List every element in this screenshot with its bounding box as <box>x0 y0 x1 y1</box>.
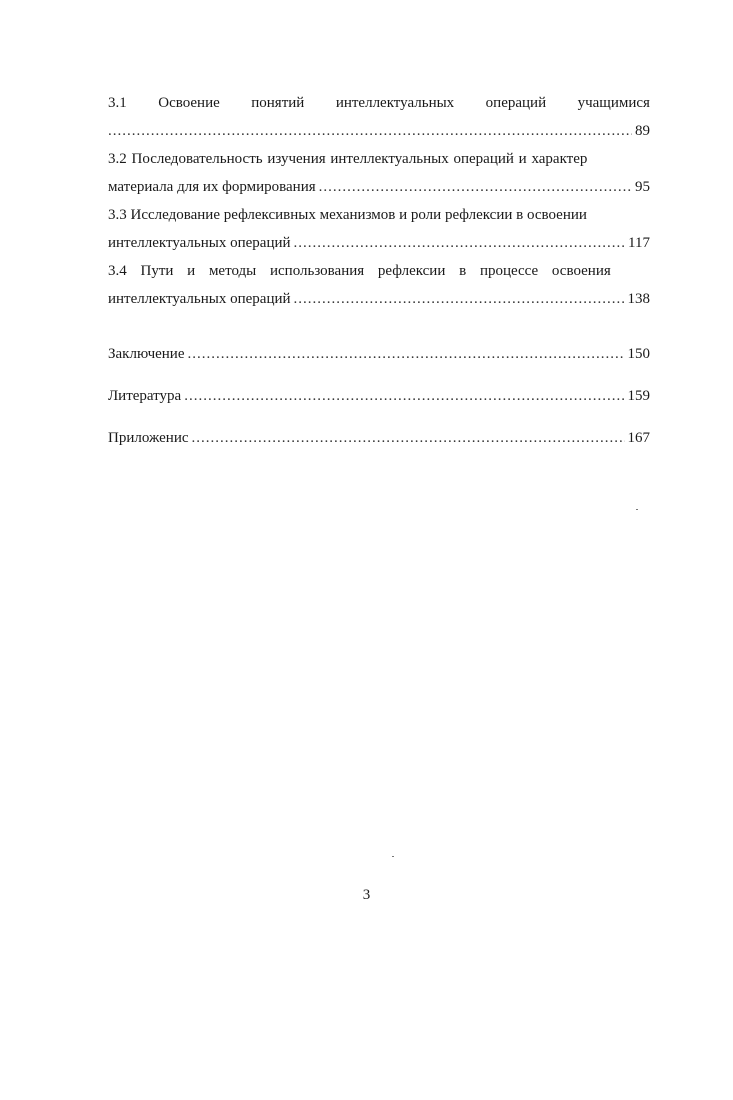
toc-entry-3-2-leader <box>108 173 650 201</box>
toc-entry-3-1 <box>108 89 650 145</box>
page-number: 3 <box>362 887 371 903</box>
toc-entry-3-1-page: 89 <box>635 123 650 139</box>
toc-entry-3-3-leader <box>108 229 650 257</box>
toc-literature-page: 159 <box>627 388 650 404</box>
toc-word: 3.1 <box>108 95 127 111</box>
toc-entry-3-3-line1: 3.3 Исследование рефлексивных механизмов и роли рефлексии в освоении <box>108 207 587 223</box>
toc-entry-3-4-line2: интеллектуальных операций <box>108 291 291 307</box>
toc-entry-literature <box>108 382 650 410</box>
toc-entry-3-4-line1: 3.4 Пути и методы использования рефлексии в процессе освоения <box>108 263 611 279</box>
dot-leader <box>184 382 624 410</box>
toc-entry-3-2-line2: материала для их формирования <box>108 179 316 195</box>
toc-entry-appendix <box>108 424 650 452</box>
toc-word: операций <box>485 95 547 111</box>
toc-entry-3-3-line2: интеллектуальных операций <box>108 235 291 251</box>
dot-leader <box>188 340 625 368</box>
dot-leader <box>294 285 625 313</box>
toc-word: понятий <box>251 95 305 111</box>
toc-appendix-title: Приложенис <box>108 430 189 446</box>
toc-entry-3-4-leader <box>108 285 650 313</box>
toc-entry-3-2-title <box>108 145 650 173</box>
toc-entry-3-3-title <box>108 201 650 229</box>
toc-literature-title: Литература <box>108 388 182 404</box>
toc-entry-3-3-page: 117 <box>628 235 650 251</box>
toc-word: Освоение <box>158 95 220 111</box>
spacer <box>108 313 650 340</box>
toc-entry-3-4-title <box>108 257 650 285</box>
toc-entry-3-1-title <box>108 89 650 117</box>
toc-conclusion-title: Заключение <box>108 346 185 362</box>
table-of-contents <box>108 89 650 452</box>
toc-entry-conclusion <box>108 340 650 368</box>
dot-leader <box>192 424 625 452</box>
dot-leader <box>319 173 632 201</box>
toc-appendix-page: 167 <box>627 430 650 446</box>
toc-conclusion-page: 150 <box>627 346 650 362</box>
spacer <box>108 410 650 424</box>
toc-word: интеллектуальных <box>335 95 455 111</box>
toc-entry-3-2 <box>108 145 650 201</box>
toc-entry-3-4 <box>108 257 650 313</box>
scan-speck <box>636 509 638 510</box>
toc-entry-3-2-page: 95 <box>635 179 650 195</box>
toc-entry-3-2-line1: 3.2 Последовательность изучения интеллектуальных операций и характер <box>108 151 588 167</box>
dot-leader <box>294 229 626 257</box>
toc-entry-3-3 <box>108 201 650 257</box>
toc-word: учащимися <box>577 95 650 111</box>
dot-leader <box>108 117 632 145</box>
spacer <box>108 368 650 382</box>
scan-speck <box>392 856 394 857</box>
toc-entry-3-1-leader <box>108 117 650 145</box>
toc-entry-3-4-page: 138 <box>627 291 650 307</box>
